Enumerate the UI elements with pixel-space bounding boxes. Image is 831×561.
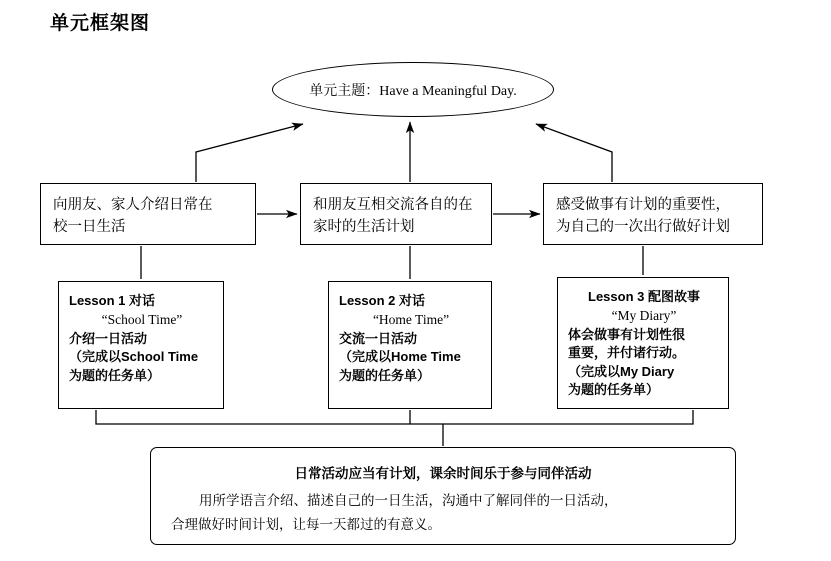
lesson-2-line-2: “Home Time”: [372, 312, 450, 328]
objective-3-line-1: 感受做事有计划的重要性，: [556, 197, 730, 213]
lesson-2-line-5: 为题的任务单）: [339, 367, 431, 383]
objective-box-2: [300, 183, 492, 245]
lesson-1-line-5: 为题的任务单）: [69, 367, 161, 383]
lesson-box-1: [58, 281, 224, 409]
lesson-box-2: [328, 281, 492, 409]
lesson-1-line-1: Lesson 1 对话: [69, 293, 155, 308]
objective-2-line-1: 和朋友互相交流各自的在: [313, 197, 473, 213]
unit-theme-label: 单元主题：Have a Meaningful Day.: [309, 83, 517, 99]
objective-box-1: [40, 183, 256, 245]
lesson-1-line-4: （完成以School Time: [69, 349, 199, 365]
lesson-3-line-6: 为题的任务单）: [568, 381, 660, 397]
objective-1-line-1: 向朋友、家人介绍日常在: [53, 197, 213, 213]
objective-3-line-2: 为自己的一次出行做好计划: [556, 219, 730, 236]
lesson-2-line-4: （完成以Home Time: [339, 349, 461, 365]
objective-box-3: [543, 183, 763, 245]
page-title: 单元框架图: [50, 13, 151, 34]
lesson-3-line-4: 重要，并付诸行动。: [568, 345, 686, 361]
lesson-3-line-1: Lesson 3 配图故事: [588, 289, 700, 304]
lesson-3-line-2: “My Diary”: [611, 308, 677, 324]
lesson-1-line-2: “School Time”: [101, 312, 183, 328]
unit-theme-node: [272, 62, 554, 117]
lesson-3-line-3: 体会做事有计划性很: [568, 326, 686, 342]
lesson-box-3: [557, 277, 729, 409]
summary-line-2: 合理做好时间计划，让每一天都过的有意义。: [171, 516, 441, 532]
summary-box: [150, 447, 736, 545]
lesson-2-line-1: Lesson 2 对话: [339, 293, 425, 308]
lesson-3-line-5: （完成以My Diary: [568, 363, 675, 379]
objective-1-line-2: 校一日生活: [53, 219, 126, 236]
lesson-2-line-3: 交流一日活动: [339, 330, 418, 346]
lesson-1-line-3: 介绍一日活动: [69, 330, 148, 346]
objective-2-line-2: 家时的生活计划: [313, 219, 415, 236]
summary-line-1: 用所学语言介绍、描述自己的一日生活，沟通中了解同伴的一日活动，: [199, 493, 618, 508]
summary-heading: 日常活动应当有计划，课余时间乐于参与同伴活动: [294, 466, 592, 481]
